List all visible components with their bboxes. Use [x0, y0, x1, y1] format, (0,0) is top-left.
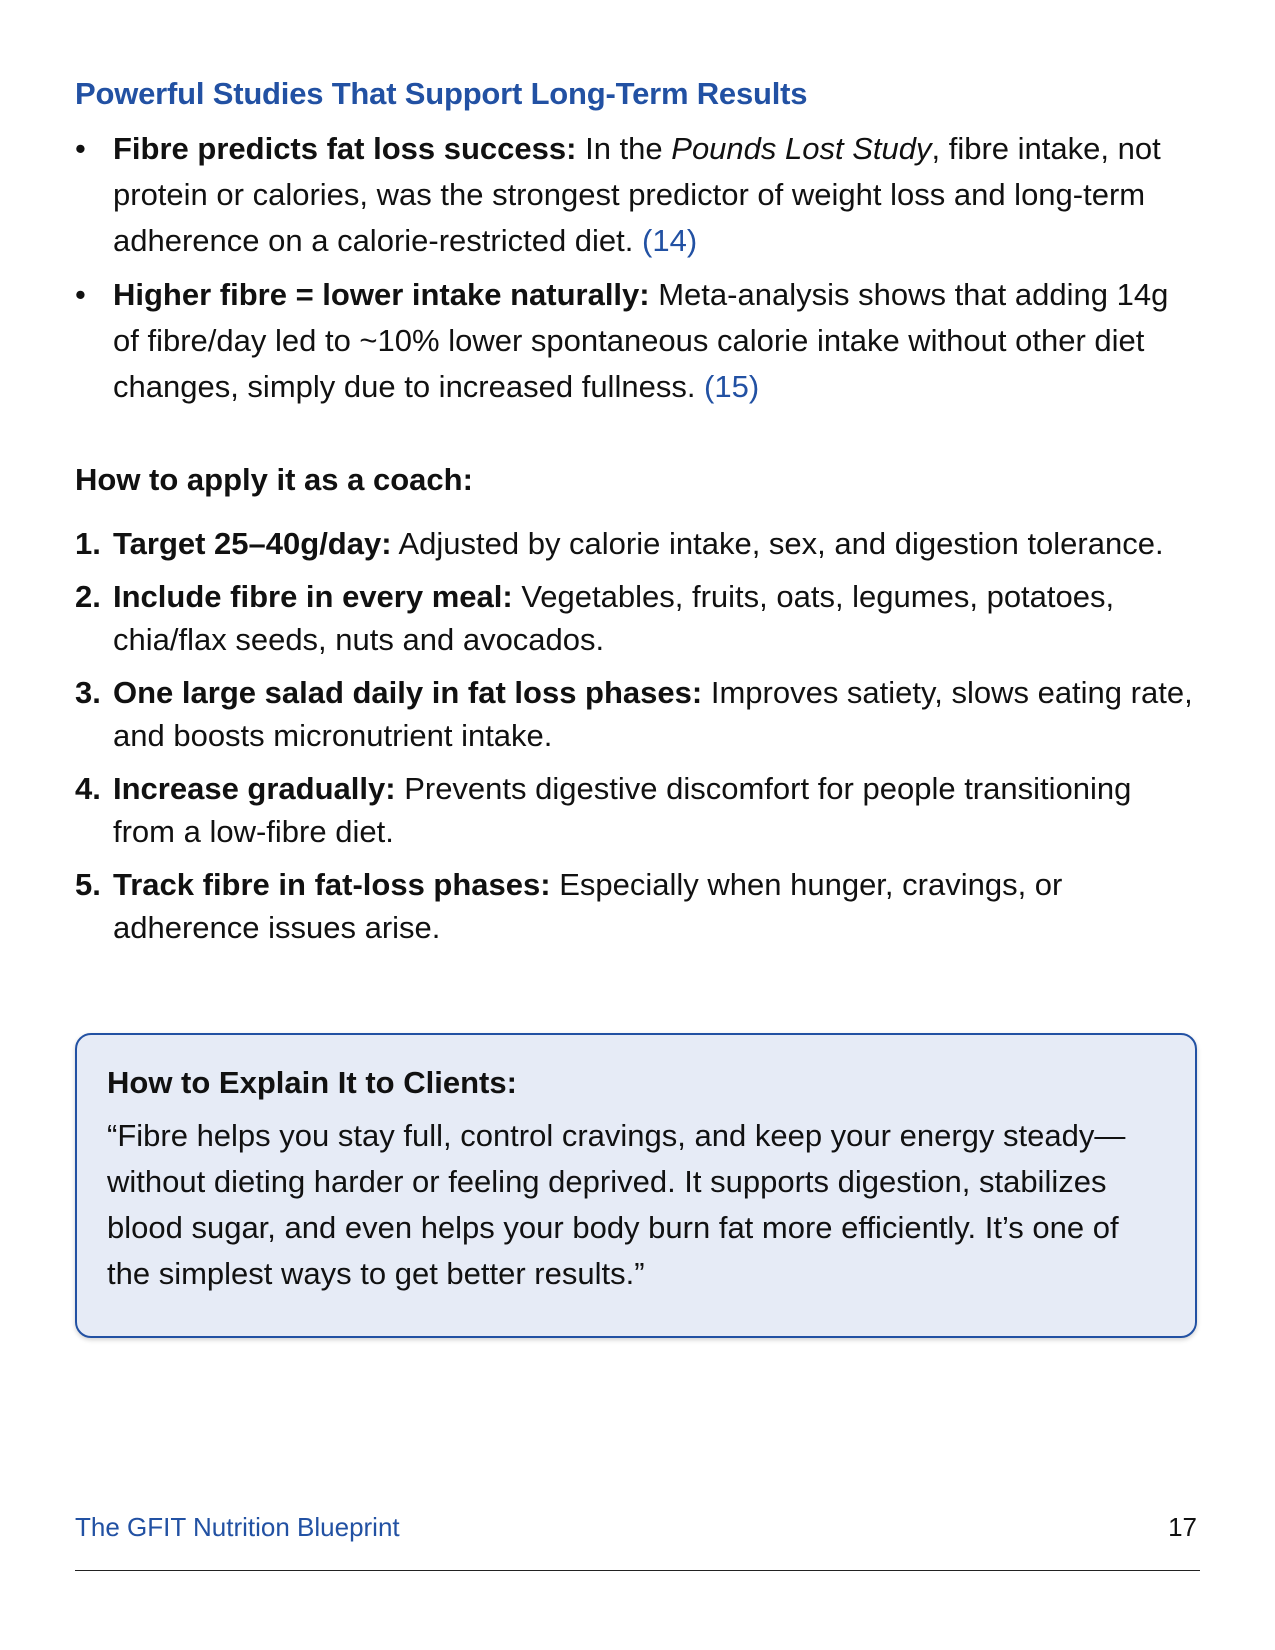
step-number: 4.	[75, 771, 101, 806]
studies-list	[75, 126, 1200, 418]
study-item-meta-analysis	[75, 272, 1200, 410]
callout-quote: “Fibre helps you stay full, control cravings, and keep your energy steady—without dieting harder or feeling deprived. It supports digestion, stabilizes blood sugar, and even helps your body burn fat more efficiently. It’s one of the simplest ways to get better results.”	[107, 1118, 1126, 1291]
coach-section-title: How to apply it as a coach:	[75, 462, 473, 497]
step-lead: Target 25–40g/day:	[113, 526, 392, 561]
step-text: Vegetables, fruits, oats, legumes, potatoes, chia/flax seeds, nuts and avocados.	[113, 579, 1115, 657]
study-lead: Fibre predicts fat loss success:	[113, 131, 577, 166]
step-item	[75, 863, 1200, 949]
explain-to-clients-callout	[75, 1033, 1197, 1338]
study-text: , fibre intake, not protein or calories, was the strongest predictor of weight loss and long-term adherence on a calorie-restricted diet.	[113, 131, 1161, 258]
step-item	[75, 767, 1200, 853]
citation-link[interactable]: (14)	[642, 223, 698, 258]
step-lead: One large salad daily in fat loss phases:	[113, 675, 703, 710]
step-text: Prevents digestive discomfort for people transitioning from a low-fibre diet.	[113, 771, 1132, 849]
step-number: 1.	[75, 526, 101, 561]
step-text: Adjusted by calorie intake, sex, and digestion tolerance.	[391, 526, 1164, 561]
step-lead: Track fibre in fat-loss phases:	[113, 867, 551, 902]
step-lead: Increase gradually:	[113, 771, 396, 806]
section-title: Powerful Studies That Support Long-Term Results	[75, 76, 808, 111]
study-text: Meta-analysis shows that adding 14g of fibre/day led to ~10% lower spontaneous calorie intake without other diet changes, simply due to increased fullness.	[113, 277, 1169, 404]
step-item	[75, 522, 1200, 565]
step-number: 3.	[75, 675, 101, 710]
bullet-point: •	[75, 131, 86, 166]
step-text: Especially when hunger, cravings, or adherence issues arise.	[113, 867, 1063, 945]
step-number: 2.	[75, 579, 101, 614]
study-text: In the	[576, 131, 672, 166]
step-text: Improves satiety, slows eating rate, and boosts micronutrient intake.	[113, 675, 1193, 753]
footer-document-title: The GFIT Nutrition Blueprint	[75, 1512, 400, 1542]
step-item	[75, 575, 1200, 661]
document-page	[75, 0, 1200, 1650]
callout-title: How to Explain It to Clients:	[107, 1065, 517, 1100]
footer-divider	[75, 1570, 1200, 1571]
study-name: Pounds Lost Study	[671, 131, 932, 166]
step-lead: Include fibre in every meal:	[113, 579, 513, 614]
step-item	[75, 671, 1200, 757]
coach-steps-list	[75, 522, 1200, 959]
study-item-pounds-lost	[75, 126, 1200, 264]
step-number: 5.	[75, 867, 101, 902]
study-lead: Higher fibre = lower intake naturally:	[113, 277, 650, 312]
page-number: 17	[1168, 1512, 1197, 1542]
bullet-point: •	[75, 277, 86, 312]
citation-link[interactable]: (15)	[704, 369, 760, 404]
